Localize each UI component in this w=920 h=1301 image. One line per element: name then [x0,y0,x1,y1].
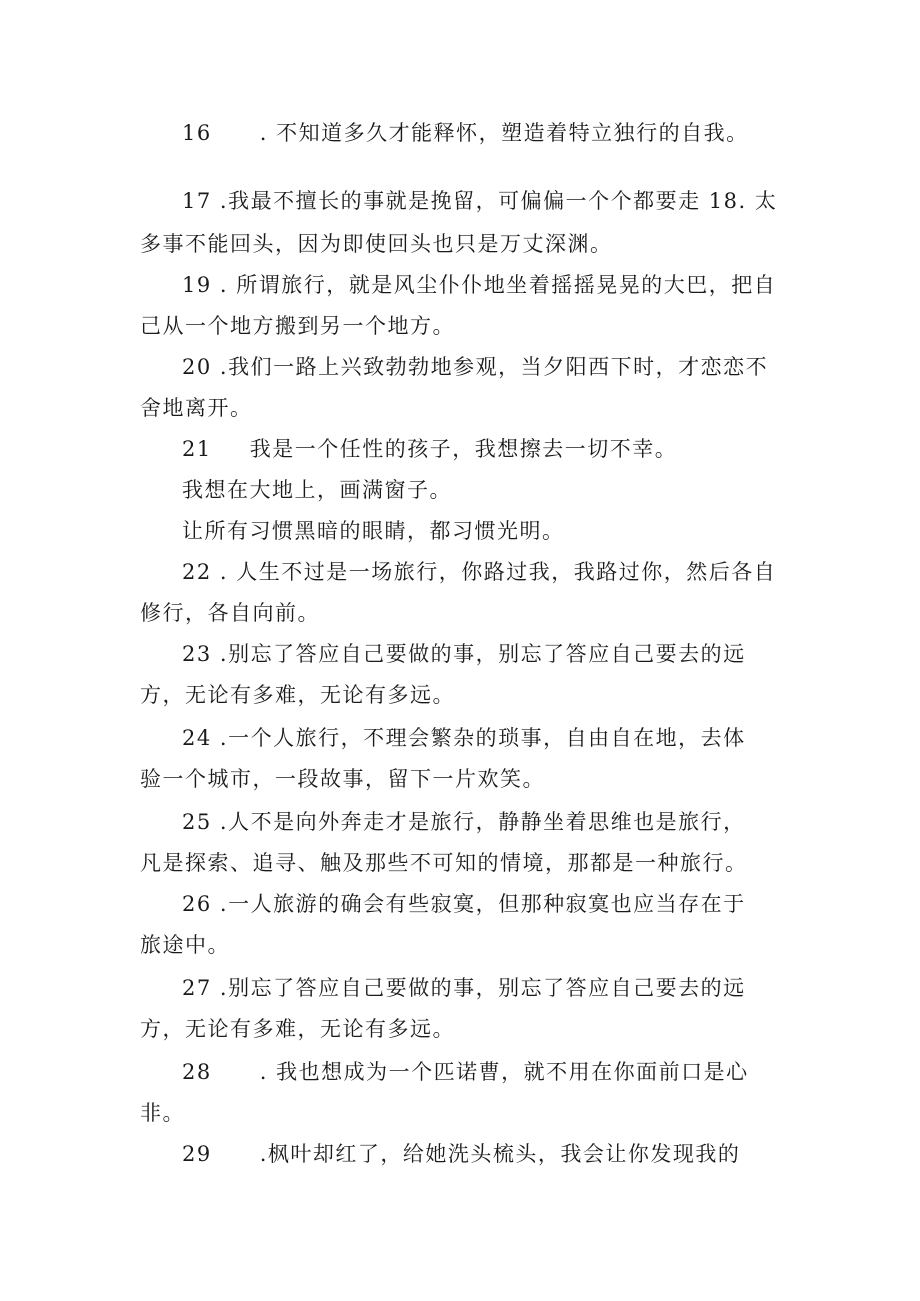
item-number: 20 [182,355,212,379]
item-number: 16 [182,121,212,145]
paragraph-21 [182,434,832,464]
item-text: .人不是向外奔走才是旅行，静静坐着思维也是旅行， [219,810,746,834]
paragraph-23-continuation: 方，无论有多难，无论有多远。 [140,683,455,707]
item-number: 25 [182,810,212,834]
paragraph-17-continuation: 多事不能回头，因为即使回头也只是万丈深渊。 [140,232,613,256]
item-text: .我最不擅长的事就是挽留，可偏偏一个个都要走 18. 太 [219,189,778,213]
item-number: 21 [182,437,212,461]
paragraph-26-continuation: 旅途中。 [140,933,230,957]
paragraph-25 [182,807,832,837]
item-number: 28 [182,1060,212,1084]
item-number: 24 [182,726,212,750]
paragraph-29 [182,1139,832,1169]
item-text: . 所谓旅行，就是风尘仆仆地坐着摇摇晃晃的大巴，把自 [219,273,777,297]
paragraph-22 [182,557,832,587]
paragraph-21-line-3: 让所有习惯黑暗的眼睛，都习惯光明。 [182,519,565,543]
item-number: 22 [182,560,212,584]
paragraph-28-continuation: 非。 [140,1101,185,1125]
paragraph-28 [182,1057,832,1087]
item-text: . 我也想成为一个匹诺曹，就不用在你面前口是心 [259,1060,749,1084]
paragraph-20-continuation: 舍地离开。 [140,396,253,420]
paragraph-24-continuation: 验一个城市，一段故事，留下一片欢笑。 [140,767,545,791]
paragraph-23 [182,639,832,669]
item-text: .别忘了答应自己要做的事，别忘了答应自己要去的远 [219,642,746,666]
paragraph-21-line-2: 我想在大地上，画满窗子。 [182,478,452,502]
item-text: .一个人旅行，不理会繁杂的琐事，自由自在地，去体 [219,726,746,750]
paragraph-17 [182,186,832,216]
paragraph-26 [182,889,832,919]
paragraph-20 [182,352,832,382]
paragraph-16 [182,118,832,148]
paragraph-27 [182,973,832,1003]
paragraph-27-continuation: 方，无论有多难，无论有多远。 [140,1017,455,1041]
item-text: .枫叶却红了，给她洗头梳头，我会让你发现我的 [259,1142,741,1166]
item-number: 23 [182,642,212,666]
item-text: .别忘了答应自己要做的事，别忘了答应自己要去的远 [219,976,746,1000]
paragraph-24 [182,723,832,753]
item-number: 19 [182,273,212,297]
item-number: 26 [182,892,212,916]
item-text: .一人旅游的确会有些寂寞，但那种寂寞也应当存在于 [219,892,746,916]
item-text: .我们一路上兴致勃勃地参观，当夕阳西下时，才恋恋不 [219,355,769,379]
item-number: 27 [182,976,212,1000]
item-text: . 人生不过是一场旅行，你路过我，我路过你，然后各自 [219,560,777,584]
paragraph-22-continuation: 修行，各自向前。 [140,601,320,625]
paragraph-19-continuation: 己从一个地方搬到另一个地方。 [140,314,455,338]
paragraph-25-continuation: 凡是探索、追寻、触及那些不可知的情境，那都是一种旅行。 [140,851,748,875]
paragraph-19 [182,270,832,300]
item-text: 我是一个任性的孩子，我想擦去一切不幸。 [249,437,678,461]
item-text: . 不知道多久才能释怀，塑造着特立独行的自我。 [259,121,749,145]
item-number: 29 [182,1142,212,1166]
item-number: 17 [182,189,212,213]
